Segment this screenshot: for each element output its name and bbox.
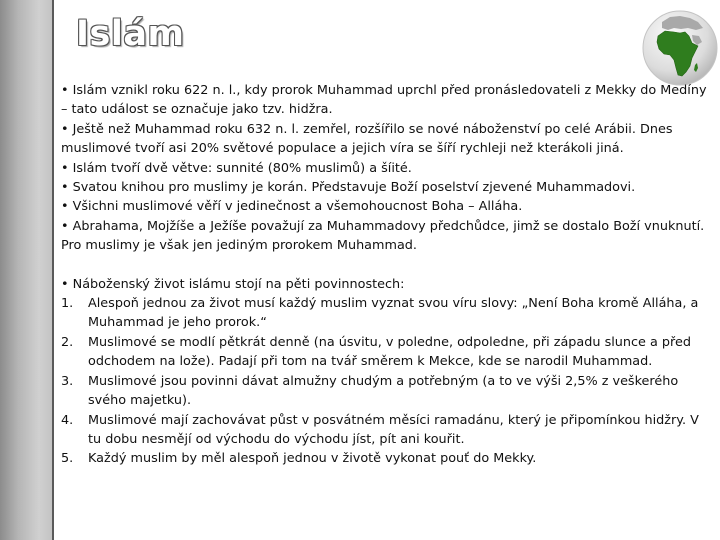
list-number: 5. [61, 451, 74, 467]
list-item-text: Alespoň jednou za život musí každý muslim vyznat svou víru slovy: „Není Boha kromě Alláha, a Muhammad je jeho prorok.“ [88, 296, 699, 331]
slide-body [61, 81, 711, 469]
pillars-list [61, 294, 711, 469]
list-number: 2. [61, 334, 74, 350]
globe-africa-icon [640, 8, 720, 88]
list-item [61, 294, 711, 333]
bullet-prophets: • Abrahama, Mojžíše a Ježíše považují za Muhammadovy předchůdce, jimž se dostalo Boží vnuknutí. Pro muslimy je však jen jediným prorokem Muhammad. [61, 218, 705, 254]
slide-sidebar [0, 0, 52, 540]
bullet-hijra: • Islám vznikl roku 622 n. l., kdy prorok Muhammad uprchl před pronásledovateli z Mekky do Medíny – tato událost se označuje jako tzv. hidžra. [61, 83, 707, 118]
bullet-spread: • Ještě než Muhammad roku 632 n. l. zemřel, rozšířilo se nové náboženství po celé Arábii. Dnes muslimové tvoří asi 20% světové populace a jejich víra se šíří rychleji než kterákoli jiná. [61, 121, 673, 157]
list-item-text: Muslimové se modlí pětkrát denně (na úsvitu, v poledne, odpoledne, při západu slunce a před odchodem na lože). Padají při tom na tvář směrem k Mekce, kde se narodil Muhammad. [88, 334, 691, 370]
bullet-allah: • Všichni muslimové věří v jedinečnost a všemohoucnost Boha – Alláha. [61, 199, 523, 215]
sidebar-divider [52, 0, 54, 540]
list-number: 1. [61, 296, 74, 312]
section-spacer [61, 256, 711, 275]
pillars-intro: • Náboženský život islámu stojí na pěti povinnostech: [61, 276, 405, 292]
list-number: 4. [61, 412, 74, 428]
list-item [61, 372, 711, 411]
slide-title: Islám [76, 14, 185, 54]
list-item [61, 411, 711, 450]
list-item [61, 449, 711, 468]
list-number: 3. [61, 373, 74, 389]
bullet-branches: • Islám tvoří dvě větve: sunnité (80% muslimů) a šíité. [61, 160, 412, 176]
list-item-text: Muslimové mají zachovávat půst v posvátném měsíci ramadánu, který je připomínkou hidžry. V tu dobu nesmějí od východu do východu jíst, pít ani kouřit. [88, 412, 699, 447]
list-item-text: Muslimové jsou povinni dávat almužny chudým a potřebným (a to ve výši 2,5% z veškerého svého majetku). [88, 373, 679, 409]
list-item [61, 333, 711, 372]
list-item-text: Každý muslim by měl alespoň jednou v životě vykonat pouť do Mekky. [88, 451, 537, 467]
bullet-koran: • Svatou knihou pro muslimy je korán. Představuje Boží poselství zjevené Muhammadovi. [61, 180, 636, 196]
